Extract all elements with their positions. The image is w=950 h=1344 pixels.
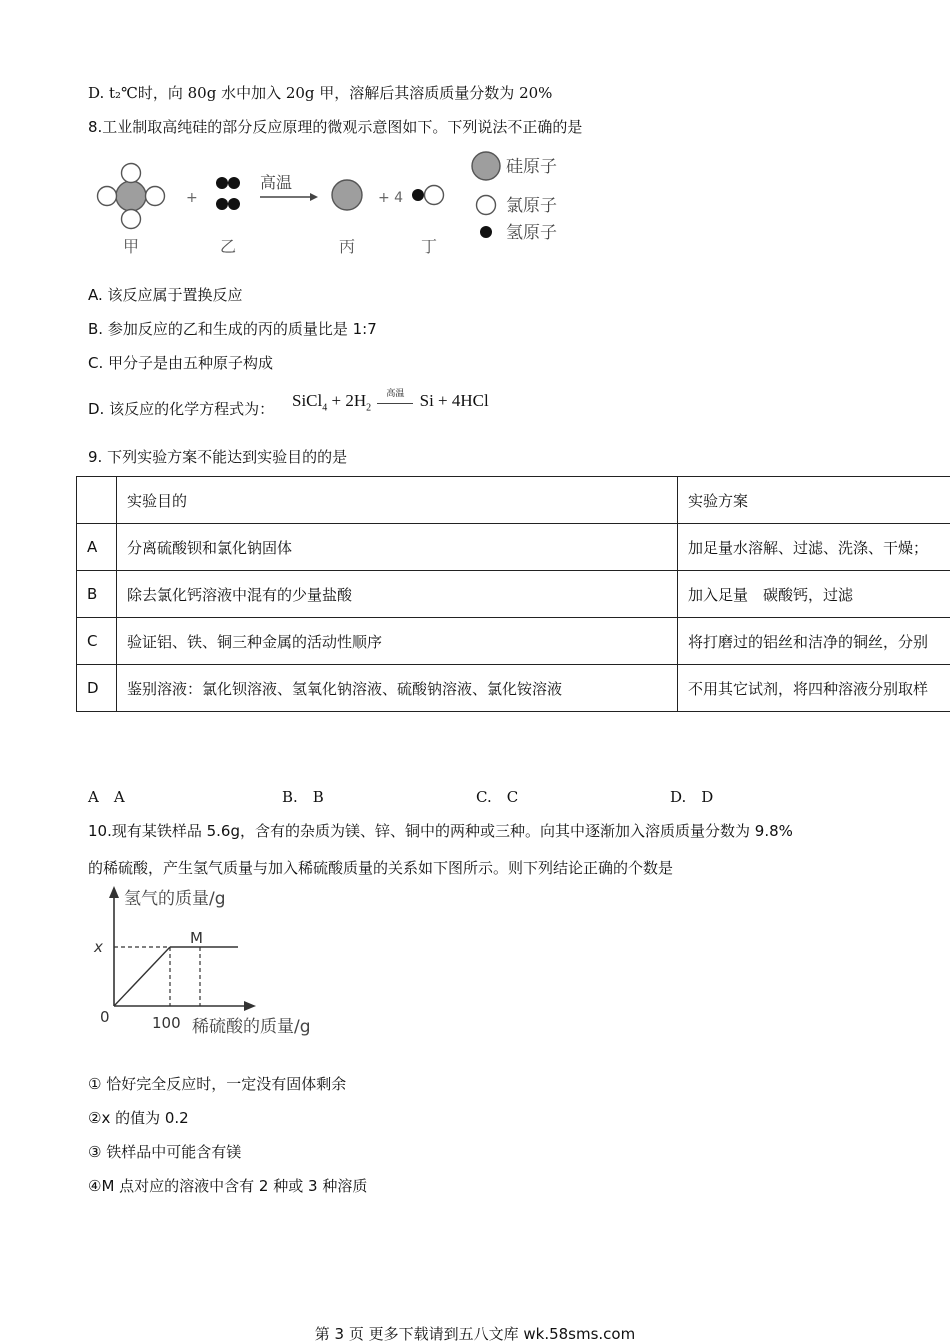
molecule-jia: [98, 164, 165, 229]
eq-sub-4: 4: [322, 402, 328, 414]
molecule-bing: [332, 180, 362, 210]
diagram-plus-1: +: [186, 190, 198, 206]
legend-si-swatch: [472, 152, 500, 180]
label-yi: 乙: [220, 237, 237, 256]
q10-stem-line-2: 的稀硫酸，产生氢气质量与加入稀硫酸质量的关系如下图所示。则下列结论正确的个数是: [88, 859, 674, 877]
table-header-cell: 实验方案: [678, 477, 950, 524]
reaction-condition: 高温: [260, 173, 293, 192]
legend-h-label: 氢原子: [506, 223, 557, 243]
table-cell: 加足量水溶解、过滤、洗涤、干燥；: [678, 524, 950, 571]
y-tick-x: x: [94, 938, 103, 956]
q8-option-a: A. 该反应属于置换反应: [88, 286, 243, 304]
q9-answer-d: D. D: [670, 788, 714, 806]
table-header-cell: 实验目的: [117, 477, 678, 524]
x-axis-arrow: [244, 1001, 256, 1011]
page-footer: 第 3 页 更多下载请到五八文库 wk.58sms.com: [314, 1325, 636, 1343]
eq-sub-2: 2: [366, 402, 372, 414]
legend-cl-swatch: [477, 196, 496, 215]
table-row: [77, 618, 950, 665]
legend-h-swatch: [480, 226, 492, 238]
label-jia: 甲: [123, 237, 140, 256]
eq-plus-2h: + 2H: [327, 391, 367, 410]
q8-option-c: C. 甲分子是由五种原子构成: [88, 354, 274, 372]
y-axis-arrow: [109, 886, 119, 898]
experiment-table: [76, 476, 950, 712]
q10-stem-line-1: 10.现有某铁样品 5.6g，含有的杂质为镁、锌、铜中的两种或三种。向其中逐渐加入溶质质量分数为 9.8%: [88, 822, 793, 840]
eq-condition-arrow: [377, 389, 413, 412]
q7-option-d: D. t₂℃时，向 80g 水中加入 20g 甲，溶解后其溶质质量分数为 20%: [88, 84, 553, 102]
point-m: M: [190, 929, 203, 947]
x-tick-100: 100: [152, 1014, 181, 1032]
chemical-equation: [292, 391, 489, 413]
table-cell: 加入足量 碳酸钙，过滤: [678, 571, 950, 618]
eq-sicl: SiCl: [292, 391, 323, 410]
q9-answer-c: C. C: [476, 788, 519, 806]
table-cell: 将打磨过的铝丝和洁净的铜丝，分别: [678, 618, 950, 665]
rising-segment: [114, 947, 170, 1006]
legend-cl-label: 氯原子: [506, 196, 557, 216]
table-cell: 分离硫酸钡和氯化钠固体: [117, 524, 678, 571]
q9-stem: 9. 下列实验方案不能达到实验目的的是: [88, 448, 348, 466]
legend: [472, 152, 557, 243]
q10-statement-4: ④M 点对应的溶液中含有 2 种或 3 种溶质: [88, 1177, 368, 1195]
table-row: [77, 571, 950, 618]
table-header-cell: [77, 477, 117, 524]
molecule-yi: [216, 177, 240, 210]
table-cell: B: [77, 571, 117, 618]
table-cell: C: [77, 618, 117, 665]
x-axis-label: 稀硫酸的质量/g: [192, 1017, 311, 1037]
q10-statement-3: ③ 铁样品中可能含有镁: [88, 1143, 242, 1161]
y-axis-label: 氢气的质量/g: [124, 889, 226, 909]
label-bing: 丙: [339, 237, 356, 256]
table-cell: 鉴别溶液：氯化钡溶液、氢氧化钠溶液、硫酸钠溶液、氯化铵溶液: [117, 665, 678, 712]
legend-si-label: 硅原子: [506, 157, 557, 177]
label-ding: 丁: [421, 237, 438, 256]
table-row: [77, 524, 950, 571]
table-row: [77, 665, 950, 712]
q8-reaction-diagram: [88, 146, 588, 264]
eq-condition: 高温: [386, 389, 405, 400]
table-cell: A: [77, 524, 117, 571]
origin-label: 0: [100, 1008, 110, 1026]
table-cell: 验证铝、铁、铜三种金属的活动性顺序: [117, 618, 678, 665]
q9-answer-b: B. B: [282, 788, 324, 806]
q10-statement-1: ① 恰好完全反应时，一定没有固体剩余: [88, 1075, 347, 1093]
table-cell: D: [77, 665, 117, 712]
hydrogen-mass-graph: [88, 882, 348, 1040]
q8-stem: 8.工业制取高纯硅的部分反应原理的微观示意图如下。下列说法不正确的是: [88, 118, 583, 136]
q9-answer-a: A A: [88, 788, 125, 806]
table-cell: 除去氯化钙溶液中混有的少量盐酸: [117, 571, 678, 618]
eq-products: Si + 4HCl: [419, 391, 489, 410]
table-header-row: [77, 477, 950, 524]
q8-option-b: B. 参加反应的乙和生成的丙的质量比是 1:7: [88, 320, 377, 338]
table-cell: 不用其它试剂，将四种溶液分别取样: [678, 665, 950, 712]
diagram-plus-4: + 4: [378, 190, 404, 206]
molecule-ding: [412, 186, 444, 205]
q8-option-d: D. 该反应的化学方程式为：: [88, 400, 275, 418]
q10-statement-2: ②x 的值为 0.2: [88, 1109, 189, 1127]
